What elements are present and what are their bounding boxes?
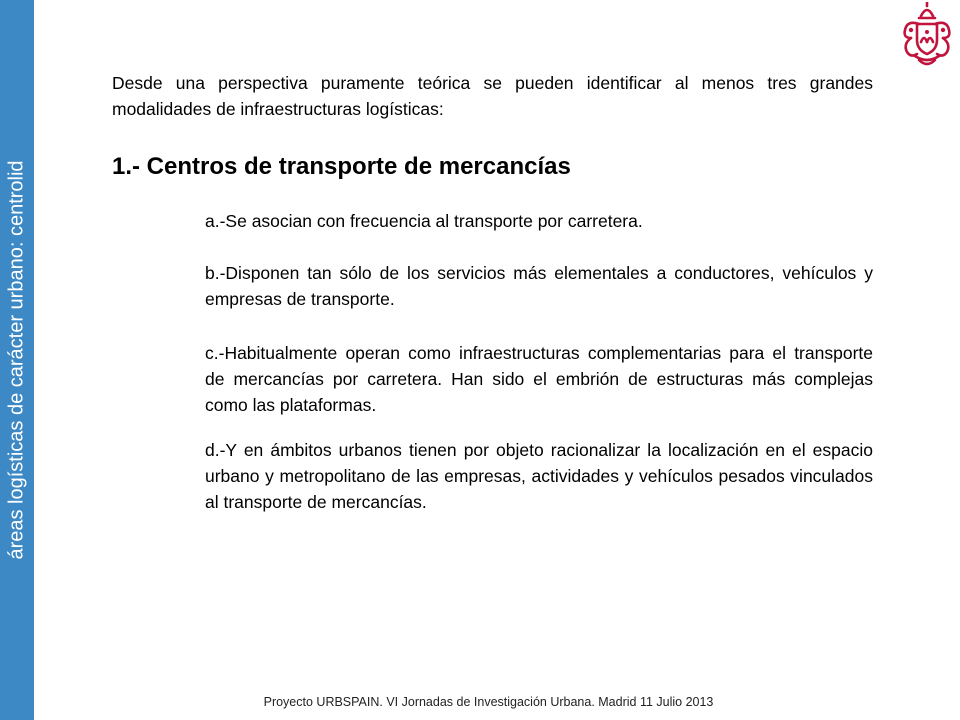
intro-paragraph: Desde una perspectiva puramente teórica se pueden identificar al menos tres grandes modalidades de infraestructuras logísticas: — [112, 73, 873, 119]
list-item-a: a.-Se asocian con frecuencia al transporte por carretera. — [205, 211, 643, 231]
footer-caption: Proyecto URBSPAIN. VI Jornadas de Investigación Urbana. Madrid 11 Julio 2013 — [263, 695, 714, 709]
list-item-c: c.-Habitualmente operan como infraestructuras complementarias para el transporte de mercancías por carretera. Han sido el embrión de estructuras más complejas como las plataformas. — [205, 343, 873, 415]
sidebar — [0, 0, 34, 720]
list-item-d: d.-Y en ámbitos urbanos tienen por objeto racionalizar la localización en el espacio urbano y metropolitano de las empresas, actividades y vehículos pesados vinculados al transporte de mercancías. — [205, 440, 873, 512]
sidebar-title: áreas logísticas de carácter urbano: centrolid — [5, 160, 28, 560]
list-item-b: b.-Disponen tan sólo de los servicios más elementales a conductores, vehículos y empresas de transporte. — [205, 263, 873, 309]
section-heading: 1.- Centros de transporte de mercancías — [112, 153, 571, 180]
university-crest-icon — [897, 2, 957, 70]
